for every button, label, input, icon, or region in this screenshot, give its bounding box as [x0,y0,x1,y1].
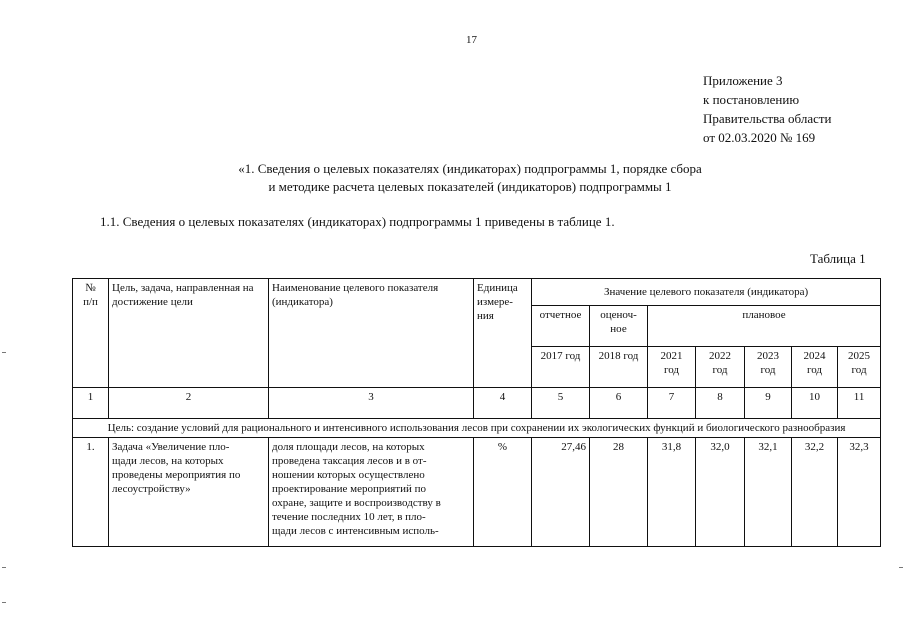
scan-edge-mark [2,602,6,603]
header-year: 2025 год [838,347,881,388]
row-task: Задача «Увеличение пло- щади лесов, на которых проведены мероприятия по лесоустройству» [109,438,269,547]
header-year: 2023 год [745,347,792,388]
header-indicator: Наименование целевого показателя (индикатора) [269,279,474,388]
appendix-line: к постановлению [703,92,800,107]
row-value: 32,1 [745,438,792,547]
column-number: 7 [648,388,696,419]
row-indicator: доля площади лесов, на которых проведена таксация лесов и в от- ношении которых осуществлено проектирование мероприятий по охране, защите и воспроизводству в течение последних 10 лет, в пло- щади лесов с интенсивным исполь- [269,438,474,547]
row-value: 32,3 [838,438,881,547]
column-number: 1 [73,388,109,419]
heading-line: и методике расчета целевых показателей (индикаторов) подпрограммы 1 [268,179,672,194]
header-num: № п/п [73,279,109,388]
scan-edge-mark [2,567,6,568]
column-number: 2 [109,388,269,419]
subsection-heading: 1.1. Сведения о целевых показателях (индикаторах) подпрограммы 1 приведены в таблице 1. [100,214,615,229]
column-number: 11 [838,388,881,419]
row-value: 32,0 [696,438,745,547]
header-estimated: оценоч- ное [590,306,648,347]
header-year: 2017 год [532,347,590,388]
header-year: 2021 год [648,347,696,388]
page-number: 17 [466,34,477,46]
header-year: 2024 год [792,347,838,388]
row-num: 1. [73,438,109,547]
column-number-row [73,388,881,419]
appendix-line: Приложение 3 [703,73,783,88]
header-planned: плановое [648,306,881,347]
indicators-table [72,278,881,547]
row-value: 31,8 [648,438,696,547]
header-unit: Единица измере- ния [474,279,532,388]
header-value-group: Значение целевого показателя (индикатора) [532,279,881,306]
goal-text: Цель: создание условий для рационального и интенсивного использования лесов при сохранении их экологических функций и биологического разнообразия [73,419,881,438]
column-number: 9 [745,388,792,419]
appendix-line: от 02.03.2020 № 169 [703,130,816,145]
column-number: 8 [696,388,745,419]
row-unit: % [474,438,532,547]
row-value: 32,2 [792,438,838,547]
goal-row [73,419,881,438]
column-number: 6 [590,388,648,419]
column-number: 5 [532,388,590,419]
header-goal: Цель, задача, направленная на достижение цели [109,279,269,388]
section-heading [150,160,790,196]
scan-edge-mark [899,567,903,568]
column-number: 10 [792,388,838,419]
appendix-line: Правительства области [703,111,832,126]
table-caption: Таблица 1 [810,251,866,266]
header-row [73,279,881,306]
table-row [73,438,881,547]
header-reported: отчетное [532,306,590,347]
heading-line: «1. Сведения о целевых показателях (индикаторах) подпрограммы 1, порядке сбора [238,161,702,176]
appendix-block [703,71,832,147]
column-number: 3 [269,388,474,419]
header-year: 2022 год [696,347,745,388]
row-value: 27,46 [532,438,590,547]
scan-edge-mark [2,352,6,353]
column-number: 4 [474,388,532,419]
header-year: 2018 год [590,347,648,388]
row-value: 28 [590,438,648,547]
